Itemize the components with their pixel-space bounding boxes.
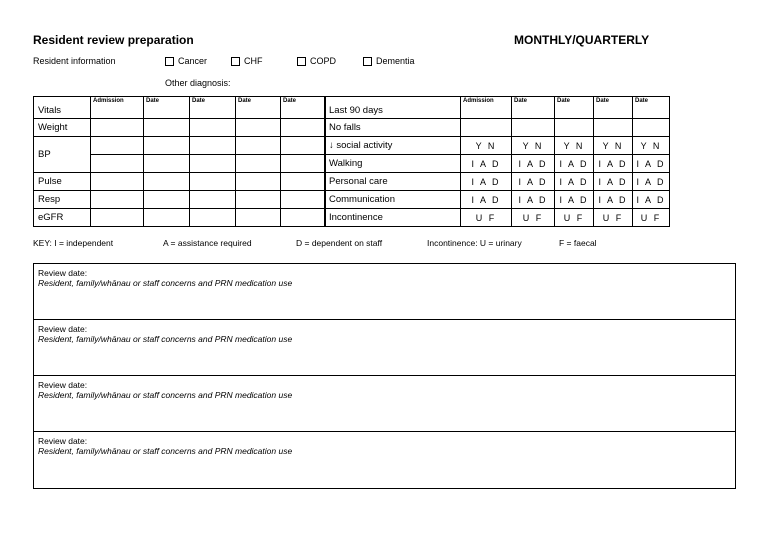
- option-cell[interactable]: Y N: [633, 137, 670, 155]
- option-cell[interactable]: U F: [633, 209, 670, 227]
- option-cell[interactable]: Y N: [555, 137, 594, 155]
- cell[interactable]: [281, 137, 326, 155]
- cell[interactable]: [281, 191, 326, 209]
- row-label-resp: Resp: [34, 191, 91, 209]
- option-cell[interactable]: I A D: [461, 155, 512, 173]
- cell[interactable]: [190, 155, 236, 173]
- cell[interactable]: [512, 119, 555, 137]
- checkbox-copd[interactable]: [297, 56, 336, 66]
- col-header: Date: [555, 97, 594, 119]
- option-cell[interactable]: I A D: [594, 155, 633, 173]
- cell[interactable]: [91, 119, 144, 137]
- review-box[interactable]: [34, 264, 735, 320]
- option-cell[interactable]: I A D: [555, 191, 594, 209]
- last-90-days-corner: Last 90 days: [325, 97, 461, 119]
- option-cell[interactable]: I A D: [461, 173, 512, 191]
- cell[interactable]: [91, 137, 144, 155]
- review-box[interactable]: [34, 320, 735, 376]
- cell[interactable]: [91, 191, 144, 209]
- review-prompt: Resident, family/whānau or staff concerns and PRN medication use: [38, 334, 293, 344]
- review-date-label: Review date:: [38, 380, 88, 390]
- cell[interactable]: [144, 155, 190, 173]
- col-header: Date: [594, 97, 633, 119]
- cell[interactable]: [190, 173, 236, 191]
- row-label-weight: Weight: [34, 119, 91, 137]
- checkbox-dementia[interactable]: [363, 56, 415, 66]
- review-sections: [33, 263, 736, 489]
- row-label-personal-care: Personal care: [325, 173, 461, 191]
- cell[interactable]: [144, 209, 190, 227]
- cell[interactable]: [144, 191, 190, 209]
- cell[interactable]: [281, 119, 326, 137]
- option-cell[interactable]: I A D: [512, 155, 555, 173]
- option-cell[interactable]: Y N: [594, 137, 633, 155]
- cell[interactable]: [144, 119, 190, 137]
- cell[interactable]: [281, 155, 326, 173]
- vitals-corner: Vitals: [34, 97, 91, 119]
- review-prompt: Resident, family/whānau or staff concerns and PRN medication use: [38, 278, 293, 288]
- row-label-walking: Walking: [325, 155, 461, 173]
- checkbox-icon[interactable]: [363, 57, 372, 66]
- vitals-table: [33, 96, 326, 227]
- cell[interactable]: [594, 119, 633, 137]
- cell[interactable]: [190, 119, 236, 137]
- cell[interactable]: [236, 209, 281, 227]
- col-header: Date: [633, 97, 670, 119]
- option-cell[interactable]: I A D: [633, 173, 670, 191]
- cell[interactable]: [144, 137, 190, 155]
- cell[interactable]: [91, 155, 144, 173]
- row-label-egfr: eGFR: [34, 209, 91, 227]
- review-date-label: Review date:: [38, 324, 88, 334]
- option-cell[interactable]: U F: [512, 209, 555, 227]
- cell[interactable]: [190, 137, 236, 155]
- cell[interactable]: [281, 173, 326, 191]
- review-date-label: Review date:: [38, 436, 88, 446]
- col-header: Date: [190, 97, 236, 119]
- checkbox-label: COPD: [310, 56, 337, 66]
- col-header: Admission: [461, 97, 512, 119]
- checkbox-icon[interactable]: [165, 57, 174, 66]
- cell[interactable]: [190, 209, 236, 227]
- resident-info-label: Resident information: [33, 56, 116, 66]
- cell[interactable]: [91, 173, 144, 191]
- col-header: Date: [512, 97, 555, 119]
- option-cell[interactable]: U F: [594, 209, 633, 227]
- key-dependent: D = dependent on staff: [296, 238, 383, 248]
- option-cell[interactable]: I A D: [633, 191, 670, 209]
- cell[interactable]: [190, 191, 236, 209]
- col-header: Date: [144, 97, 190, 119]
- cell[interactable]: [633, 119, 670, 137]
- option-cell[interactable]: I A D: [461, 191, 512, 209]
- option-cell[interactable]: Y N: [512, 137, 555, 155]
- option-cell[interactable]: I A D: [555, 155, 594, 173]
- review-box[interactable]: [34, 432, 735, 488]
- other-diagnosis-label: Other diagnosis:: [165, 78, 231, 88]
- option-cell[interactable]: I A D: [633, 155, 670, 173]
- option-cell[interactable]: U F: [555, 209, 594, 227]
- col-header: Date: [236, 97, 281, 119]
- row-label-social-activity: ↓ social activity: [325, 137, 461, 155]
- cell[interactable]: [236, 137, 281, 155]
- cell[interactable]: [144, 173, 190, 191]
- option-cell[interactable]: I A D: [594, 173, 633, 191]
- checkbox-label: CHF: [244, 56, 263, 66]
- review-prompt: Resident, family/whānau or staff concerns and PRN medication use: [38, 390, 293, 400]
- option-cell[interactable]: U F: [461, 209, 512, 227]
- checkbox-label: Dementia: [376, 56, 415, 66]
- checkbox-icon[interactable]: [297, 57, 306, 66]
- option-cell[interactable]: I A D: [594, 191, 633, 209]
- review-prompt: Resident, family/whānau or staff concerns and PRN medication use: [38, 446, 293, 456]
- col-header: Admission: [91, 97, 144, 119]
- key-assistance: A = assistance required: [163, 238, 252, 248]
- row-label-incontinence: Incontinence: [325, 209, 461, 227]
- checkbox-chf[interactable]: [231, 56, 263, 66]
- cell[interactable]: [555, 119, 594, 137]
- checkbox-cancer[interactable]: [165, 56, 207, 66]
- cell[interactable]: [236, 173, 281, 191]
- review-period: MONTHLY/QUARTERLY: [514, 33, 650, 47]
- review-box[interactable]: [34, 376, 735, 432]
- cell[interactable]: [281, 209, 326, 227]
- key-faecal: F = faecal: [559, 238, 597, 248]
- review-date-label: Review date:: [38, 268, 88, 278]
- checkbox-icon[interactable]: [231, 57, 240, 66]
- option-cell[interactable]: I A D: [512, 173, 555, 191]
- row-label-bp: BP: [34, 137, 91, 173]
- row-label-no-falls: No falls: [325, 119, 461, 137]
- option-cell[interactable]: I A D: [555, 173, 594, 191]
- option-cell[interactable]: Y N: [461, 137, 512, 155]
- row-label-communication: Communication: [325, 191, 461, 209]
- checkbox-label: Cancer: [178, 56, 208, 66]
- key-incontinence: Incontinence: U = urinary: [427, 238, 522, 248]
- cell[interactable]: [91, 209, 144, 227]
- row-label-pulse: Pulse: [34, 173, 91, 191]
- key-independent: KEY: I = independent: [33, 238, 114, 248]
- cell[interactable]: [236, 155, 281, 173]
- cell[interactable]: [236, 191, 281, 209]
- cell[interactable]: [236, 119, 281, 137]
- col-header: Date: [281, 97, 326, 119]
- last-90-days-table: [324, 96, 670, 227]
- cell[interactable]: [461, 119, 512, 137]
- page-title: Resident review preparation: [33, 33, 194, 47]
- option-cell[interactable]: I A D: [512, 191, 555, 209]
